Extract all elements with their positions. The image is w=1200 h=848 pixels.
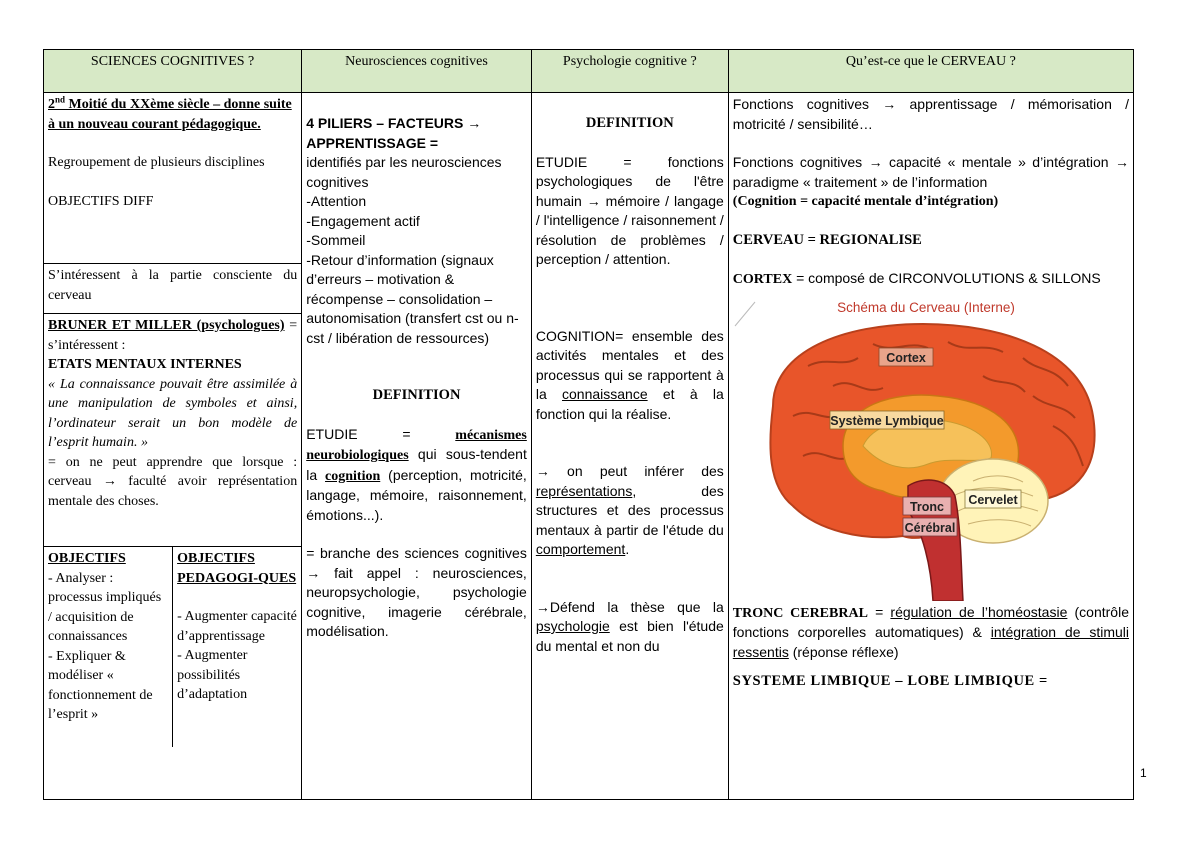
objectifs-title: OBJECTIFS xyxy=(48,551,126,566)
col1-conscience: S’intéressent à la partie consciente du cerveau xyxy=(44,264,301,314)
header-text: SCIENCES COGNITIVES ? xyxy=(90,54,255,69)
brain-label-tronc: Tronc xyxy=(909,499,944,514)
objectifs-pedagogiques-title: OBJECTIFS PEDAGOGI-QUES xyxy=(177,551,297,586)
objectifs-right xyxy=(173,547,302,747)
cerveau-p1: Fonctions cognitives → apprentissage / mémorisation / motricité / sensibilité… xyxy=(732,96,1129,132)
header-text: Neurosciences cognitives xyxy=(345,54,488,69)
tronc-stimuli: intégration de stimuli ressentis xyxy=(732,624,1129,660)
psy-etudie: ETUDIE = fonctions psychologiques de l'être humain → mémoire / langage / l'intelligence / raisonnement / résolution de problèmes / perception / attention. xyxy=(535,153,724,267)
bruner-miller-rest: = s’intéressent : xyxy=(48,318,298,353)
objectif-item: - Augmenter capacité d’apprentissage xyxy=(177,609,297,644)
cerveau-p2: Fonctions cognitives → capacité « mentale » d’intégration → paradigme « traitement » de l’information xyxy=(732,154,1129,190)
psy-cognition-a: COGNITION= ensemble des activités mentales et des processus qui se rapportent à la xyxy=(535,327,724,402)
tronc-homeostasie: régulation de l’homéostasie xyxy=(890,603,1068,620)
header-sciences-cognitives xyxy=(44,50,302,93)
tronc-end: (réponse réflexe) xyxy=(788,643,899,660)
objectif-item: - Expliquer & modéliser « fonctionnement de l’esprit » xyxy=(48,648,153,722)
col2-cell xyxy=(302,93,532,800)
pilier-item: -Engagement actif xyxy=(306,212,420,229)
objectifs-left xyxy=(44,547,173,747)
objectif-item: - Augmenter possibilités d’adaptation xyxy=(177,648,248,702)
cortex-label: CORTEX xyxy=(732,272,793,287)
col1-objectifs-diff: OBJECTIFS DIFF xyxy=(48,193,154,209)
psy-representations: représentations xyxy=(535,482,633,499)
pilier-item: -Retour d’information (signaux d’erreurs – motivation & récompense – consolidation – autonomisation (transfert cst ou n-cst / libération de ressources) xyxy=(306,251,519,346)
piliers-intro: identifiés par les neurosciences cognitives xyxy=(306,154,502,190)
systeme-limbique: SYSTEME LIMBIQUE – LOBE LIMBIQUE = xyxy=(732,673,1048,689)
psy-inferer-b: , des structures et des processus mentaux à partir de l'étude du xyxy=(535,482,724,538)
bruner-miller-names: BRUNER ET MILLER (psychologues) xyxy=(48,318,285,333)
col1-title: 2nd Moitié du XXème siècle – donne suite à un nouveau courant pédagogique. xyxy=(48,94,292,132)
col1-bruner-miller xyxy=(44,314,301,547)
tronc-mid: (contrôle fonctions corporelles automatiques) & xyxy=(732,603,1129,640)
psy-comportement: comportement xyxy=(535,541,626,557)
bruner-conclusion: = on ne peut apprendre que lorsque : cerveau → faculté avoir représentation mentale des choses. xyxy=(48,454,298,509)
col1-intro xyxy=(44,93,301,264)
brain-label-limbique: Système Lymbique xyxy=(830,413,944,428)
header-cerveau xyxy=(728,50,1133,93)
neuro-list: (perception, motricité, langage, mémoire, raisonnement, émotions...). xyxy=(306,466,527,523)
brain-label-cervelet: Cervelet xyxy=(968,492,1018,507)
col1-regroupement: Regroupement de plusieurs disciplines xyxy=(48,155,265,170)
neuro-branche: = branche des sciences cognitives → fait appel : neurosciences, neuropsychologie, psychologie cognitive, imagerie cérébrale, modélisation. xyxy=(306,545,527,639)
header-text: Psychologie cognitive ? xyxy=(562,54,697,69)
piliers-title: 4 PILIERS – FACTEURS → xyxy=(306,115,482,131)
cerveau-p3: (Cognition = capacité mentale d’intégration) xyxy=(732,194,999,209)
psy-definition-title: DEFINITION xyxy=(585,115,674,131)
col1-cell xyxy=(44,93,302,800)
neuro-qui: qui sous-tendent la xyxy=(306,446,527,483)
brain-diagram xyxy=(733,296,1121,601)
objectif-item: - Analyser : processus impliqués / acquisition de connaissances xyxy=(48,570,162,644)
tronc-label: TRONC CEREBRAL xyxy=(732,605,868,621)
brain-title: Schéma du Cerveau (Interne) xyxy=(836,299,1015,315)
neuro-definition-title: DEFINITION xyxy=(372,387,461,403)
brain-illustration xyxy=(733,296,1121,601)
header-neurosciences xyxy=(302,50,532,93)
objectifs-table xyxy=(44,547,301,747)
cerveau-regionalise: CERVEAU = REGIONALISE xyxy=(732,231,922,248)
bruner-quote: « La connaissance pouvait être assimilée à une manipulation de symboles et ainsi, l’ordinateur serait un bon modèle de l’esprit humain. » xyxy=(48,376,298,450)
psy-defend-a: →Défend la thèse que la xyxy=(535,598,724,615)
neuro-mecanismes: mécanismes neurobiologiques xyxy=(306,427,527,463)
header-row xyxy=(44,50,1134,93)
pilier-item: -Sommeil xyxy=(306,232,366,248)
notes-table xyxy=(43,49,1134,800)
header-text: Qu’est-ce que le CERVEAU ? xyxy=(845,54,1016,69)
neuro-cognition: cognition xyxy=(325,468,381,484)
psy-psychologie: psychologie xyxy=(535,618,610,634)
header-psychologie xyxy=(531,50,728,93)
page-number: 1 xyxy=(1140,766,1147,780)
neuro-etudie: ETUDIE = xyxy=(306,425,411,442)
apprentissage-title: APPRENTISSAGE = xyxy=(306,134,439,151)
psy-cognition-b: et à la fonction qui la réalise. xyxy=(535,386,724,422)
psy-connaissance: connaissance xyxy=(562,386,648,402)
pilier-item: -Attention xyxy=(306,193,367,209)
psy-inferer-a: → on peut inférer des xyxy=(535,463,724,479)
psy-defend-b: est bien l'étude du mental et non du xyxy=(535,618,724,654)
col3-cell: DEFINITION ETUDIE = fonctions psychologiques de l'être humain → mémoire / langage / l'intelligence / raisonnement / résolution de problèmes / perception / attention. COGNITION= ensemble des activités mentales et des processus qui se rapportent à la connaissance et à la fonction qui la réalise. → on peut inférer des représentations, des structures et des processus mentaux à partir de l'étude du comportement. →Défend la thèse que la psychologie est bien l'étude du mental et non du xyxy=(531,93,728,800)
brain-label-cortex: Cortex xyxy=(886,350,926,365)
etats-mentaux: ETATS MENTAUX INTERNES xyxy=(48,357,242,372)
brain-label-cerebral: Cérébral xyxy=(904,520,956,535)
cortex-rest: = composé de CIRCONVOLUTIONS & SILLONS xyxy=(792,270,1101,286)
col4-cell: Fonctions cognitives → apprentissage / mémorisation / motricité / sensibilité… Fonctions cognitives → capacité « mentale » d’intégration → paradigme « traitement » de l’information (Cognition = capacité mentale d’intégration) CERVEAU = REGIONALISE CORTEX = composé de CIRCONVOLUTIONS & SILLONS Schéma du Cerveau (Interne) Cortex Système Lymbique Tronc Cérébral Cervelet TRONC CEREBRAL = régulation de l’homéostasie (contrôle fonctions corporelles automatiques) & intégration de stimuli ressentis (réponse réflexe) SYSTEME LIMBIQUE – LOBE LIMBIQUE = xyxy=(728,93,1133,800)
